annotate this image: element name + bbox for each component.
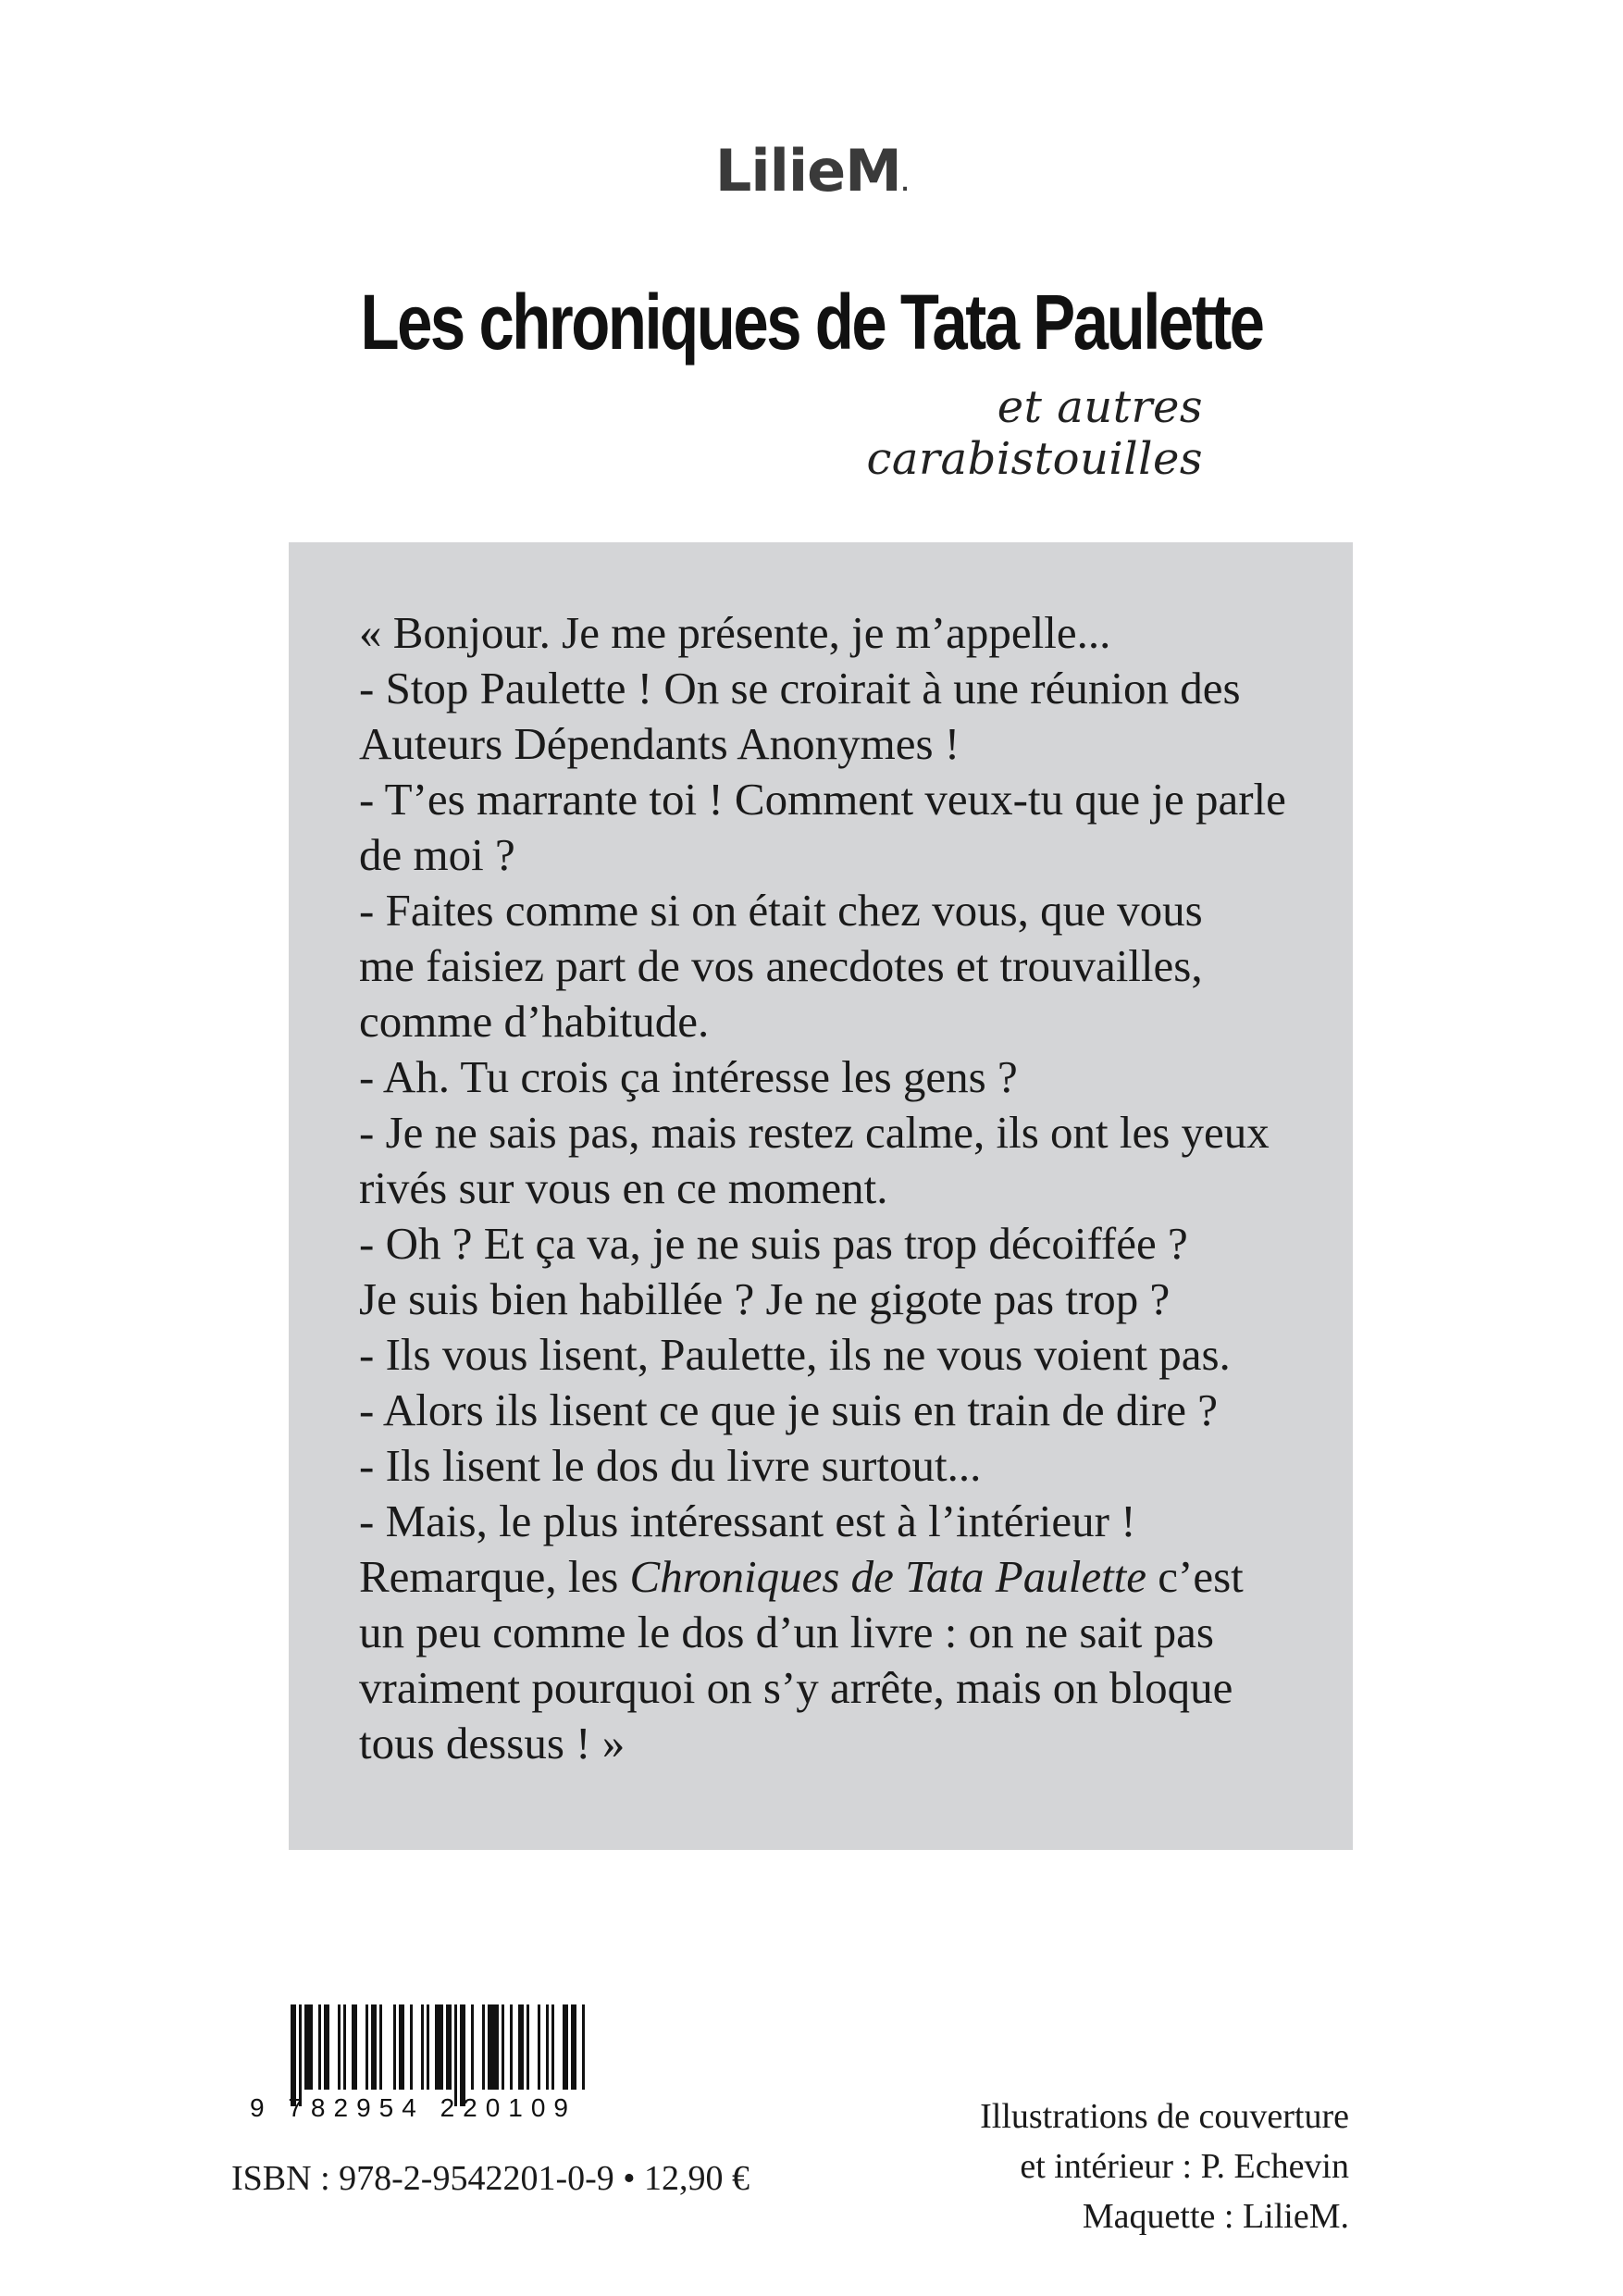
barcode-bar [399, 2004, 404, 2090]
barcode-bar [488, 2004, 499, 2090]
blurb-line: - Je ne sais pas, mais restez calme, ils ont les yeux [359, 1107, 1270, 1158]
book-title: Les chroniques de Tata Paulette [360, 279, 1263, 366]
barcode-bar [510, 2004, 513, 2090]
barcode-bar [471, 2004, 474, 2090]
barcode-bar [538, 2004, 540, 2090]
barcode-bar [435, 2004, 443, 2090]
barcode-bar [460, 2004, 465, 2106]
barcode-bar [421, 2004, 424, 2090]
barcode-bar [502, 2004, 504, 2090]
blurb-line: comme d’habitude. [359, 996, 710, 1047]
barcode-bar [379, 2004, 382, 2090]
barcode-bar [410, 2004, 413, 2090]
blurb-italic-book-title: Chroniques de Tata Paulette [629, 1551, 1147, 1602]
barcode-bar [454, 2004, 457, 2106]
blurb-line: un peu comme le dos d’un livre : on ne sait pas [359, 1607, 1214, 1657]
barcode-bar [318, 2004, 321, 2090]
credits-layout: Maquette : LilieM. [1082, 2197, 1349, 2236]
barcode-bar [551, 2004, 554, 2090]
isbn-and-price: ISBN : 978-2-9542201-0-9 • 12,90 € [231, 2159, 750, 2198]
barcode-bar [371, 2004, 377, 2090]
blurb-line: « Bonjour. Je me présente, je m’appelle... [359, 607, 1111, 658]
barcode-bar [546, 2004, 549, 2090]
barcode-bar [352, 2004, 357, 2090]
blurb-line: - Oh ? Et ça va, je ne suis pas trop décoiffée ? [359, 1218, 1188, 1269]
blurb-line: - Alors ils lisent ce que je suis en train de dire ? [359, 1384, 1219, 1435]
barcode-bar [446, 2004, 452, 2090]
blurb-fragment: c’est [1146, 1551, 1244, 1602]
barcode-bar [393, 2004, 396, 2090]
blurb-line: - Mais, le plus intéressant est à l’intérieur ! [359, 1496, 1136, 1546]
barcode-bar [582, 2004, 585, 2090]
blurb-line: rivés sur vous en ce moment. [359, 1162, 888, 1213]
barcode-digits: 9 782954 220109 [250, 2093, 576, 2122]
barcode-bar [518, 2004, 524, 2090]
blurb-line: - T’es marrante toi ! Comment veux-tu que je parle [359, 774, 1286, 825]
blurb-text [359, 605, 1321, 1771]
blurb-line: - Stop Paulette ! On se croirait à une réunion des [359, 663, 1241, 714]
barcode-bar [343, 2004, 346, 2090]
barcode-bar [571, 2004, 576, 2090]
barcode-bar [291, 2004, 296, 2106]
blurb-line: Je suis bien habillée ? Je ne gigote pas trop ? [359, 1273, 1171, 1324]
blurb-line-with-italic-title [359, 1549, 1321, 1605]
barcode-bar [304, 2004, 313, 2090]
author-name-text: LilieM [714, 137, 901, 205]
credits-illustrator: et intérieur : P. Echevin [1020, 2147, 1349, 2186]
blurb-panel [289, 542, 1353, 1850]
barcode-bar [427, 2004, 429, 2090]
blurb-line: - Ils lisent le dos du livre surtout... [359, 1440, 982, 1491]
barcode-bar [299, 2004, 302, 2106]
blurb-line: me faisiez part de vos anecdotes et trouvailles, [359, 940, 1203, 991]
barcode-bar [365, 2004, 368, 2090]
blurb-line: - Faites comme si on était chez vous, que vous [359, 885, 1203, 936]
book-subtitle: et autres carabistouilles [866, 381, 1203, 485]
blurb-line: - Ils vous lisent, Paulette, ils ne vous voient pas. [359, 1329, 1231, 1380]
barcode-bar [482, 2004, 485, 2090]
barcode-bar [324, 2004, 329, 2090]
blurb-line: Auteurs Dépendants Anonymes ! [359, 718, 960, 769]
barcode-bar [527, 2004, 529, 2090]
blurb-line: - Ah. Tu crois ça intéresse les gens ? [359, 1051, 1018, 1102]
blurb-line: tous dessus ! » [359, 1718, 626, 1769]
barcode-bar [563, 2004, 568, 2090]
credits-illustrations: Illustrations de couverture [980, 2097, 1349, 2136]
blurb-line: vraiment pourquoi on s’y arrête, mais on bloque [359, 1662, 1233, 1713]
author-name-dot: . [900, 173, 909, 196]
barcode-bar [338, 2004, 341, 2090]
blurb-line: de moi ? [359, 829, 515, 880]
blurb-fragment: Remarque, les [359, 1551, 630, 1602]
author-name [0, 137, 1623, 205]
credits-block [980, 2091, 1349, 2241]
